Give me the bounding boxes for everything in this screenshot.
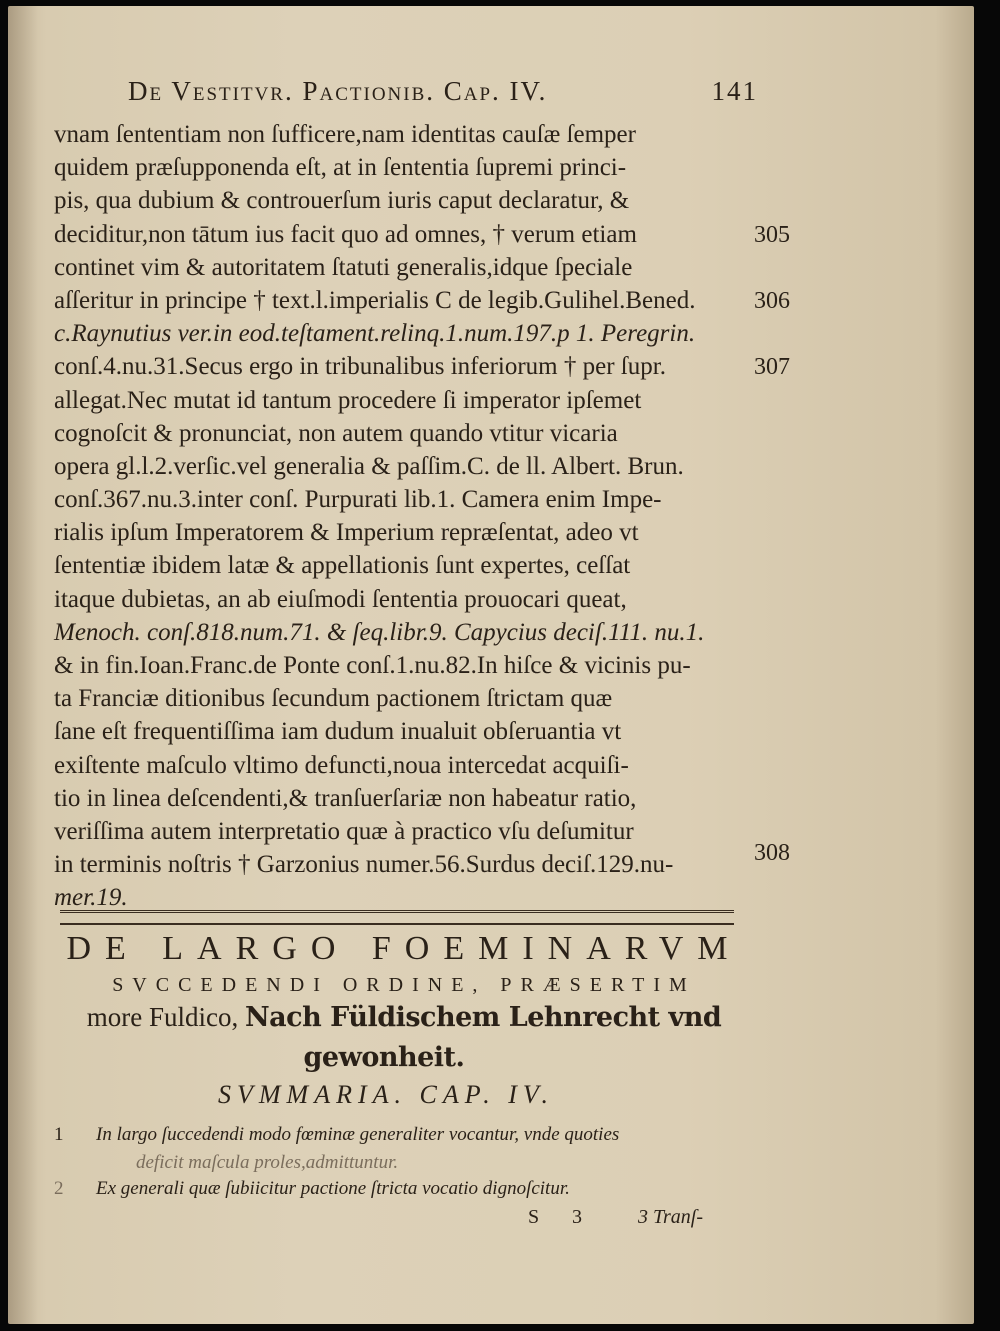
gutter-shadow (8, 6, 38, 1324)
text-line: in terminis noſtris † Garzonius numer.56.Surdus deciſ.129.nu- (54, 851, 674, 879)
text-line: allegat.Nec mutat id tantum procedere ſi imperator ipſemet (54, 386, 642, 414)
main-text (54, 118, 774, 915)
section-title-line2: SVCCEDENDI ORDINE, PRÆSERTIM (112, 974, 696, 996)
text-line: exiſtente maſculo vltimo defuncti,noua intercedat acquiſi- (54, 751, 629, 779)
section-title-fraktur: Nach Füldischem Lehnrecht vnd (244, 1002, 722, 1033)
text-line: ta Franciæ ditionibus ſecundum pactionem ſtrictam quæ (54, 685, 613, 713)
text-line: continet vim & autoritatem ſtatuti generalis,idque ſpeciale (54, 253, 633, 281)
text-line: ſententiæ ibidem latæ & appellationis ſunt expertes, ceſſat (54, 552, 631, 580)
summaria-heading: SVMMARIA. CAP. IV. (218, 1080, 554, 1109)
summary-item-number: 2 (54, 1178, 64, 1199)
text-line: cognoſcit & pronunciat, non autem quando vtitur vicaria (54, 419, 618, 447)
text-line: pis, qua dubium & controuerſum iuris caput declaratur, & (54, 187, 630, 215)
section-title-line1: DE LARGO FOEMINARVM (66, 930, 742, 967)
text-line: opera gl.l.2.verſic.vel generalia & paſſim.C. de ll. Albert. Brun. (54, 452, 684, 480)
signature-mark: S (528, 1206, 540, 1228)
text-line: tio in linea deſcendenti,& tranſuerſariæ non habeatur ratio, (54, 784, 637, 812)
text-line: quidem præſupponenda eſt, at in ſententia ſupremi princi- (54, 154, 627, 182)
text-line: & in fin.Ioan.Franc.de Ponte conſ.1.nu.82.In hiſce & vicinis pu- (54, 652, 691, 679)
section-title-roman: more Fuldico, (86, 1002, 239, 1032)
margin-number: 305 (754, 222, 790, 248)
margin-number: 307 (754, 354, 790, 380)
margin-number: 308 (754, 840, 790, 866)
section-title-line4: gewonheit. (303, 1042, 465, 1073)
summary-item-text: In largo ſuccedendi modo fœminæ generaliter vocantur, vnde quoties (96, 1124, 620, 1145)
text-line: c.Raynutius ver.in eod.teſtament.relinq.1.num.197.p 1. Peregrin. (54, 320, 696, 348)
section-title-line3 (54, 1002, 754, 1033)
summary-item-text: Ex generali quæ ſubiicitur pactione ſtricta vocatio dignoſcitur. (96, 1178, 570, 1199)
text-line: itaque dubietas, an ab eiuſmodi ſententia prouocari queat, (54, 585, 627, 613)
text-line: rialis ipſum Imperatorem & Imperium repræſentat, adeo vt (54, 519, 639, 547)
section-divider (60, 910, 734, 925)
page-number: 141 (711, 76, 758, 106)
book-page (8, 6, 974, 1324)
catchword: 3 Tranſ- (638, 1206, 704, 1228)
text-line: veriſſima autem interpretatio quæ à practico vſu deſumitur (54, 817, 634, 845)
signature-number: 3 (572, 1206, 582, 1228)
text-line: conſ.367.nu.3.inter conſ. Purpurati lib.1. Camera enim Impe- (54, 486, 662, 514)
text-line: vnam ſententiam non ſufficere,nam identitas cauſæ ſemper (54, 121, 636, 148)
text-line: deciditur,non tātum ius facit quo ad omnes, † verum etiam (54, 220, 637, 248)
text-line: mer.19. (54, 884, 128, 912)
summary-item-number: 1 (54, 1124, 64, 1145)
text-line: ſane eſt frequentiſſima iam dudum inualuit obſeruantia vt (54, 718, 622, 746)
text-line: Menoch. conſ.818.num.71. & ſeq.libr.9. Capycius deciſ.111. nu.1. (54, 618, 705, 646)
text-line: aſſeritur in principe † text.l.imperialis C de legib.Gulihel.Bened. (54, 286, 696, 314)
margin-number: 306 (754, 288, 790, 314)
text-line: conſ.4.nu.31.Secus ergo in tribunalibus inferiorum † per ſupr. (54, 353, 666, 381)
running-title: De Vestitvr. Pactionib. Cap. IV. (128, 76, 548, 106)
running-header (128, 76, 758, 116)
summary-item-text: deficit maſcula proles,admittuntur. (136, 1152, 399, 1173)
